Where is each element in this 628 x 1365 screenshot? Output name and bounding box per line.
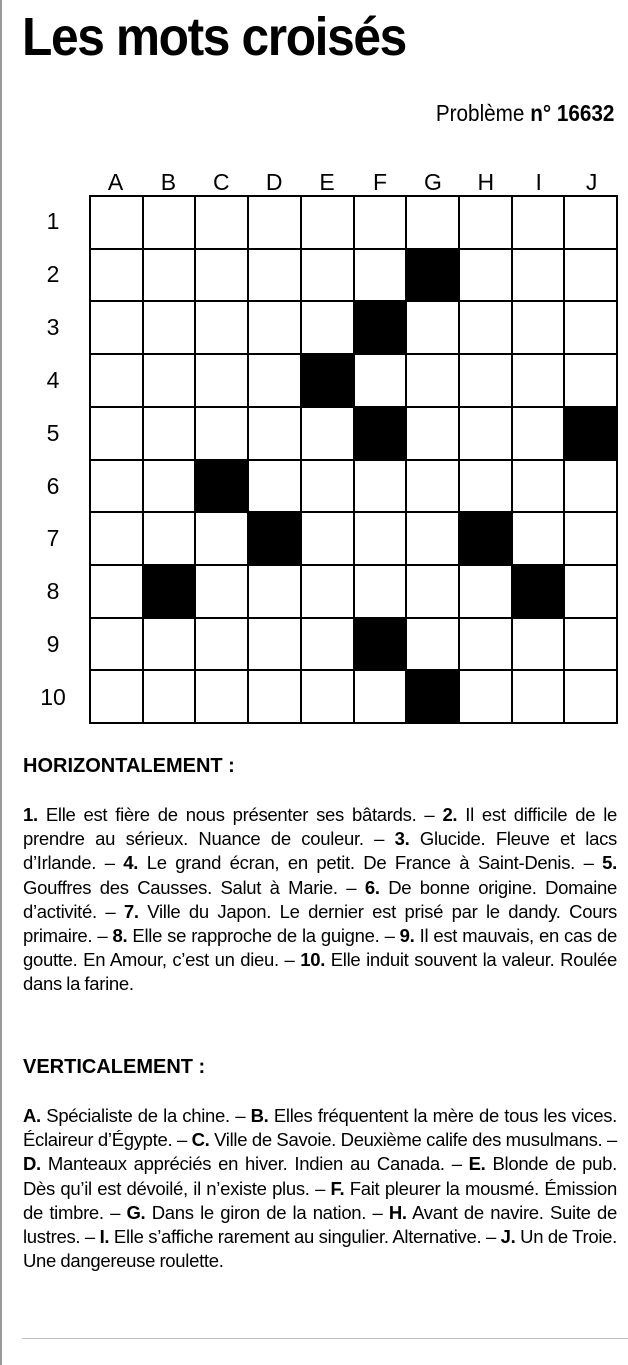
- grid-cell[interactable]: [406, 354, 459, 407]
- grid-cell[interactable]: [143, 512, 196, 565]
- grid-cell[interactable]: [301, 618, 354, 671]
- grid-cell[interactable]: [90, 618, 143, 671]
- column-label: J: [585, 169, 598, 195]
- horizontal-clues: 1. Elle est fière de nous présenter ses bâtards. – 2. Il est difficile de le prendre au sérieux. Nuance de couleur. – 3. Glucide. Fleuve et lacs d’Irlande. – 4. Le grand écran, en petit. De France à Saint-Denis. – 5. Gouffres des Causses. Salut à Marie. – 6. De bonne origine. Domaine d’activité. – 7. Ville du Japon. Le dernier est prisé par le dandy. Cours primaire. – 8. Elle se rapproche de la guigne. – 9. Il est mauvais, en cas de goutte. En Amour, c’est un dieu. – 10. Elle induit souvent la valeur. Roulée dans la farine.: [23, 804, 618, 995]
- grid-cell[interactable]: [248, 618, 301, 671]
- grid-cell[interactable]: [301, 407, 354, 460]
- grid-cell[interactable]: [459, 407, 512, 460]
- grid-cell[interactable]: [248, 460, 301, 513]
- row-label: 9: [46, 631, 60, 658]
- black-cell: [459, 512, 512, 565]
- grid-cell[interactable]: [90, 512, 143, 565]
- grid-cell[interactable]: [195, 249, 248, 302]
- clue-text: Le grand écran, en petit. De France à Saint-Denis.: [146, 852, 576, 874]
- clue-label: 4.: [123, 852, 139, 874]
- grid-cell[interactable]: [195, 512, 248, 565]
- clue-label: E.: [468, 1153, 486, 1175]
- grid-cell[interactable]: [459, 670, 512, 723]
- clue-label: 3.: [394, 828, 410, 850]
- grid-cell[interactable]: [248, 196, 301, 249]
- clue-label: 9.: [399, 925, 415, 947]
- clue-label: 10.: [300, 949, 326, 971]
- grid-cell[interactable]: [564, 301, 617, 354]
- grid-cell[interactable]: [459, 249, 512, 302]
- row-label: 3: [46, 313, 60, 340]
- grid-cell[interactable]: [90, 565, 143, 618]
- grid-cell[interactable]: [459, 565, 512, 618]
- clue-label: 2.: [442, 804, 458, 825]
- grid-cell[interactable]: [406, 196, 459, 249]
- grid-cell[interactable]: [354, 196, 407, 249]
- grid-cell[interactable]: [195, 301, 248, 354]
- problem-prefix: Problème: [435, 100, 524, 126]
- column-label: G: [423, 169, 442, 195]
- row-label: 5: [46, 419, 60, 446]
- row-label: 1: [46, 208, 60, 234]
- grid-cell[interactable]: [248, 407, 301, 460]
- clue-text: Elle s’affiche rarement au singulier. Alternative.: [113, 1226, 482, 1248]
- grid-cell[interactable]: [90, 407, 143, 460]
- clue-text: Il est difficile de le prendre au sérieux. Nuance de couleur.: [23, 804, 617, 850]
- grid-cell[interactable]: [512, 460, 565, 513]
- grid-cell[interactable]: [354, 354, 407, 407]
- grid-cell[interactable]: [459, 196, 512, 249]
- grid-cell[interactable]: [459, 618, 512, 671]
- clue-label: H.: [388, 1201, 407, 1223]
- vertical-clues: A. Spécialiste de la chine. – B. Elles fréquentent la mère de tous les vices. Éclaireur d’Égypte. – C. Ville de Savoie. Deuxième calife des musulmans. – D. Manteaux appréciés en hiver. Indien au Canada. – E. Blonde de pub. Dès qu’il est dévoilé, il n’existe plus. – F. Fait pleurer la mousmé. Émission de timbre. – G. Dans le giron de la nation. – H. Avant de navire. Suite de lustres. – I. Elle s’affiche rarement au singulier. Alternative. – J. Un de Troie. Une dangereuse roulette.: [23, 1105, 618, 1272]
- grid-cell[interactable]: [90, 196, 143, 249]
- grid-cell[interactable]: [512, 512, 565, 565]
- column-label: D: [265, 169, 283, 195]
- grid-cell[interactable]: [354, 512, 407, 565]
- clue-label: C.: [191, 1129, 210, 1151]
- clue-text: Blonde de pub. Dès qu’il est dévoilé, il n’existe plus.: [23, 1153, 617, 1199]
- clue-label: J.: [500, 1226, 516, 1248]
- grid-cell[interactable]: [406, 512, 459, 565]
- grid-cell[interactable]: [406, 301, 459, 354]
- row-label: 6: [46, 472, 60, 499]
- grid-cell[interactable]: [195, 565, 248, 618]
- black-cell: [301, 354, 354, 407]
- grid-cell[interactable]: [248, 301, 301, 354]
- clue-text: Spécialiste de la chine.: [46, 1105, 230, 1126]
- grid-cell[interactable]: [512, 670, 565, 723]
- clue-text: Avant de navire. Suite de lustres.: [23, 1201, 617, 1248]
- clue-text: Ville du Japon. Le dernier est prisé par le dandy. Cours primaire.: [23, 900, 618, 947]
- column-label: A: [107, 169, 124, 195]
- black-cell: [406, 670, 459, 723]
- clue-text: Il est mauvais, en cas de goutte. En Amour, c’est un dieu.: [23, 925, 618, 971]
- clue-text: Gouffres des Causses. Salut à Marie.: [23, 876, 338, 898]
- grid-cell[interactable]: [143, 354, 196, 407]
- clue-text: Elles fréquentent la mère de tous les vices. Éclaireur d’Égypte.: [23, 1105, 618, 1151]
- clue-text: Manteaux appréciés en hiver. Indien au Canada.: [47, 1153, 445, 1175]
- row-label: 2: [46, 260, 60, 287]
- clue-text: Dans le giron de la nation.: [151, 1201, 367, 1223]
- grid-cell[interactable]: [248, 249, 301, 302]
- clue-label: G.: [126, 1201, 146, 1223]
- clue-label: I.: [99, 1226, 110, 1248]
- row-label: 8: [46, 578, 60, 605]
- clue-label: D.: [23, 1153, 41, 1175]
- grid-cell[interactable]: [406, 565, 459, 618]
- grid-cell[interactable]: [301, 512, 354, 565]
- grid-cell[interactable]: [248, 354, 301, 407]
- grid-cell[interactable]: [459, 460, 512, 513]
- grid-cell[interactable]: [459, 301, 512, 354]
- grid-cell[interactable]: [195, 407, 248, 460]
- grid-cell[interactable]: [512, 249, 565, 302]
- column-label: F: [372, 169, 388, 195]
- grid-cell[interactable]: [564, 565, 617, 618]
- vertical-heading: VERTICALEMENT :: [23, 1056, 206, 1078]
- grid-cell[interactable]: [354, 460, 407, 513]
- clue-text: Elle est fière de nous présenter ses bâtards.: [45, 804, 417, 825]
- black-cell: [406, 249, 459, 302]
- grid-cell[interactable]: [301, 460, 354, 513]
- black-cell: [354, 407, 407, 460]
- grid-cell[interactable]: [564, 618, 617, 671]
- grid-cell[interactable]: [459, 354, 512, 407]
- clue-text: Elle induit souvent la valeur. Roulée dans la farine.: [23, 949, 617, 995]
- column-label: H: [477, 169, 495, 195]
- grid-cell[interactable]: [354, 249, 407, 302]
- column-label: C: [212, 169, 230, 195]
- clue-text: Elle se rapproche de la guigne.: [132, 925, 380, 947]
- clue-text: Ville de Savoie. Deuxième calife des musulmans.: [214, 1129, 603, 1151]
- grid-cell[interactable]: [301, 196, 354, 249]
- horizontal-heading: HORIZONTALEMENT :: [23, 755, 235, 777]
- grid-cell[interactable]: [512, 354, 565, 407]
- black-cell: [564, 407, 617, 460]
- grid-cell[interactable]: [564, 354, 617, 407]
- clue-label: A.: [23, 1105, 41, 1126]
- grid-cell[interactable]: [564, 512, 617, 565]
- clue-label: 7.: [123, 900, 139, 922]
- grid-cell[interactable]: [90, 670, 143, 723]
- grid-cell[interactable]: [143, 670, 196, 723]
- grid-cell[interactable]: [90, 354, 143, 407]
- grid-cell[interactable]: [248, 670, 301, 723]
- grid-cell[interactable]: [564, 249, 617, 302]
- black-cell: [143, 565, 196, 618]
- grid-cell[interactable]: [143, 618, 196, 671]
- grid-cell[interactable]: [354, 565, 407, 618]
- clue-label: 8.: [112, 925, 128, 947]
- black-cell: [512, 565, 565, 618]
- black-cell: [195, 460, 248, 513]
- grid-cell[interactable]: [143, 407, 196, 460]
- clue-text: Glucide. Fleuve et lacs d’Irlande.: [23, 828, 618, 874]
- grid-cell[interactable]: [564, 670, 617, 723]
- row-label: 10: [40, 684, 66, 711]
- column-label: I: [535, 169, 542, 195]
- grid-cell[interactable]: [512, 301, 565, 354]
- grid-cell[interactable]: [195, 196, 248, 249]
- bottom-divider: [22, 1338, 628, 1339]
- grid-cell[interactable]: [406, 407, 459, 460]
- row-label: 7: [46, 525, 60, 552]
- grid-cell[interactable]: [301, 670, 354, 723]
- problem-number-label: n° 16632: [529, 100, 614, 126]
- grid-cell[interactable]: [248, 565, 301, 618]
- grid-cell[interactable]: [301, 249, 354, 302]
- grid-cell[interactable]: [195, 354, 248, 407]
- clue-text: Un de Troie. Une dangereuse roulette.: [23, 1226, 617, 1272]
- grid-cell[interactable]: [301, 301, 354, 354]
- grid-cell[interactable]: [512, 407, 565, 460]
- row-label: 4: [46, 366, 60, 393]
- clue-text: De bonne origine. Domaine d’activité.: [23, 876, 617, 922]
- grid-cell[interactable]: [143, 460, 196, 513]
- grid-cell[interactable]: [301, 565, 354, 618]
- page-title: Les mots croisés: [22, 7, 406, 67]
- column-label: B: [160, 169, 177, 195]
- grid-cell[interactable]: [195, 670, 248, 723]
- black-cell: [248, 512, 301, 565]
- clue-label: 5.: [602, 852, 618, 874]
- left-border-rule: [0, 0, 2, 1365]
- clue-label: 1.: [23, 804, 38, 825]
- grid-cell[interactable]: [512, 196, 565, 249]
- grid-cell[interactable]: [195, 618, 248, 671]
- grid-cell[interactable]: [90, 301, 143, 354]
- clue-label: F.: [330, 1177, 345, 1199]
- black-cell: [354, 618, 407, 671]
- grid-cell[interactable]: [90, 460, 143, 513]
- grid-cell[interactable]: [143, 301, 196, 354]
- crossword-grid: [89, 195, 618, 724]
- grid-cell[interactable]: [354, 670, 407, 723]
- grid-cell[interactable]: [143, 196, 196, 249]
- grid-cell[interactable]: [564, 460, 617, 513]
- grid-cell[interactable]: [90, 249, 143, 302]
- black-cell: [354, 301, 407, 354]
- problem-number: [435, 98, 614, 128]
- grid-cell[interactable]: [406, 460, 459, 513]
- clue-label: B.: [250, 1105, 269, 1126]
- clue-label: 6.: [364, 876, 380, 898]
- grid-cell[interactable]: [143, 249, 196, 302]
- grid-cell[interactable]: [406, 618, 459, 671]
- clue-text: Fait pleurer la mousmé. Émission de timbre.: [23, 1177, 618, 1223]
- grid-cell[interactable]: [564, 196, 617, 249]
- grid-cell[interactable]: [512, 618, 565, 671]
- column-label: E: [319, 169, 335, 195]
